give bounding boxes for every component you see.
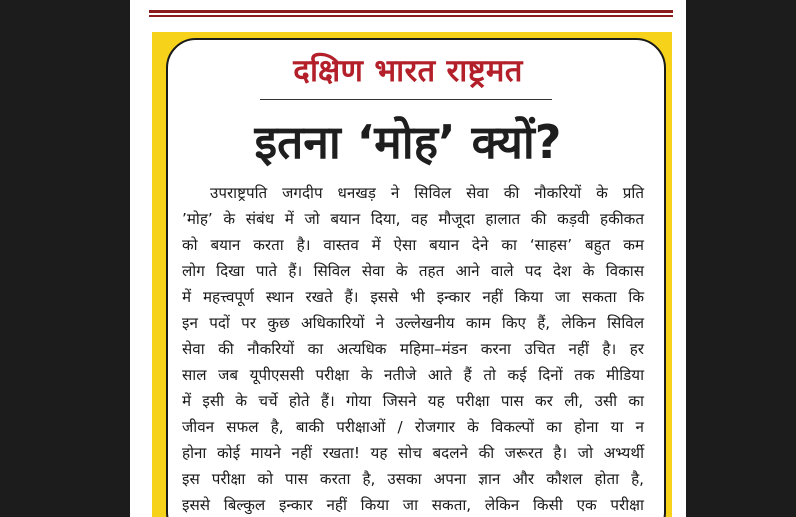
editorial-headline: इतना ‘मोह’ क्यों?: [254, 115, 562, 169]
newspaper-page: [130, 0, 686, 517]
body-line: इससे बिल्कुल इन्कार नहीं किया जा सकता, लेकिन किसी एक परीक्षा: [182, 496, 644, 514]
body-line: में इसी के चर्चे होते हैं। गोया जिसने यह परीक्षा पास कर ली, उसी का: [182, 392, 644, 410]
body-line: में महत्त्वपूर्ण स्थान रखते हैं। इससे भी इन्कार नहीं किया जा सकता कि: [182, 288, 644, 306]
body-line: होना कोई मायने नहीं रखता! यह सोच बदलने की जरूरत है। जो अभ्यर्थी: [182, 444, 644, 462]
masthead-title: दक्षिण भारत राष्ट्रमत: [293, 53, 523, 89]
body-line: जीवन सफल है, बाकी परीक्षाओं / रोजगार के विकल्पों का होना या न: [182, 418, 644, 436]
body-line: सेवा की नौकरियों का अत्यधिक महिमा–मंडन करना उचित नहीं है। हर: [182, 340, 644, 358]
body-line: ’मोह’ के संबंध में जो बयान दिया, वह मौजूदा हालात की कड़वी हकीकत: [182, 210, 644, 228]
top-divider-rule-secondary: [149, 15, 673, 17]
body-line: साल जब यूपीएससी परीक्षा के नतीजे आते हैं तो कई दिनों तक मीडिया: [182, 366, 644, 384]
body-line: उपराष्ट्रपति जगदीप धनखड़ ने सिविल सेवा की नौकरियों के प्रति: [210, 184, 644, 202]
body-line: को बयान करता है। वास्तव में ऐसा बयान देने का ‘साहस’ बहुत कम: [182, 236, 644, 254]
body-line: लोग दिखा पाते हैं। सिविल सेवा के तहत आने वाले पद देश के विकास: [182, 262, 644, 280]
body-line: इन पदों पर कुछ अधिकारियों ने उल्लेखनीय काम किए हैं, लेकिन सिविल: [182, 314, 644, 332]
top-divider-rule: [149, 10, 673, 13]
editorial-body: [182, 180, 644, 517]
masthead-underline: [260, 99, 552, 100]
body-line: इस परीक्षा को पास करता है, उसका अपना ज्ञान और कौशल होता है,: [182, 470, 644, 488]
